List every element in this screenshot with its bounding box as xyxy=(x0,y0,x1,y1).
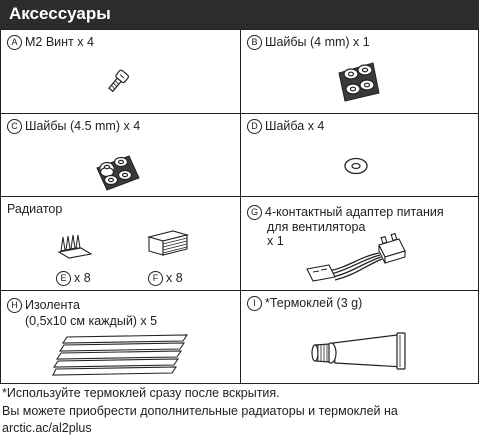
letter-b-badge: B xyxy=(247,35,262,50)
fan-adapter-cable-icon xyxy=(299,227,419,287)
washer-icon xyxy=(343,156,369,176)
letter-f-badge: F xyxy=(148,271,163,286)
cell-i-text: *Термоклей (3 g) xyxy=(265,296,363,310)
cell-a-label xyxy=(7,35,94,50)
letter-h-badge: H xyxy=(7,298,22,313)
cell-i-thermal-paste xyxy=(240,290,479,384)
cell-f-text: x 8 xyxy=(166,271,183,285)
cell-a-text: M2 Винт x 4 xyxy=(25,35,94,49)
washer-sheet-icon xyxy=(93,150,143,194)
footer-note-1: *Используйте термоклей сразу после вскрытия. xyxy=(2,386,280,400)
radiator-title: Радиатор xyxy=(7,202,63,216)
letter-g-badge: G xyxy=(247,205,262,220)
letter-i-badge: I xyxy=(247,296,262,311)
section-header xyxy=(0,0,479,29)
washer-sheet-icon xyxy=(333,57,383,103)
screw-icon xyxy=(109,68,139,98)
cell-g-adapter xyxy=(240,196,479,291)
small-heatsink-icon xyxy=(57,232,93,260)
cell-c-label xyxy=(7,119,140,134)
letter-e-badge: E xyxy=(56,271,71,286)
cell-i-label xyxy=(247,296,362,311)
cell-b-washers xyxy=(240,29,479,114)
cell-d-text: Шайба x 4 xyxy=(265,119,325,133)
accessories-grid xyxy=(0,29,479,384)
cell-g-text-1: 4-контактный адаптер питания xyxy=(265,205,444,219)
cell-radiator xyxy=(0,196,241,291)
cell-h-line1 xyxy=(7,298,80,313)
thermal-paste-tube-icon xyxy=(311,329,415,375)
cell-h-text-1: Изолента xyxy=(25,298,80,312)
cell-g-line3: x 1 xyxy=(267,234,284,248)
cell-c-text: Шайбы (4.5 mm) x 4 xyxy=(25,119,141,133)
cell-g-line2: для вентилятора xyxy=(267,220,366,234)
letter-d-badge: D xyxy=(247,119,262,134)
cell-g-line1 xyxy=(247,205,444,220)
cell-c-washers xyxy=(0,113,241,197)
cell-e-label xyxy=(56,271,91,286)
section-title: Аксессуары xyxy=(9,4,111,23)
letter-a-badge: A xyxy=(7,35,22,50)
cell-b-label xyxy=(247,35,370,50)
cell-a-screws xyxy=(0,29,241,114)
cell-d-label xyxy=(247,119,324,134)
cell-h-line2: (0,5x10 см каждый) x 5 xyxy=(25,314,158,328)
cell-b-text: Шайбы (4 mm) x 1 xyxy=(265,35,370,49)
footer-link: arctic.ac/al2plus xyxy=(2,421,92,435)
cell-f-label xyxy=(148,271,183,286)
footer-note-2: Вы можете приобрести дополнительные радиаторы и термоклей на xyxy=(2,404,398,418)
cell-e-text: x 8 xyxy=(74,271,91,285)
cell-d-washer xyxy=(240,113,479,197)
cell-h-tape xyxy=(0,290,241,384)
letter-c-badge: C xyxy=(7,119,22,134)
large-heatsink-icon xyxy=(147,225,191,261)
insulation-tape-icon xyxy=(53,333,193,377)
